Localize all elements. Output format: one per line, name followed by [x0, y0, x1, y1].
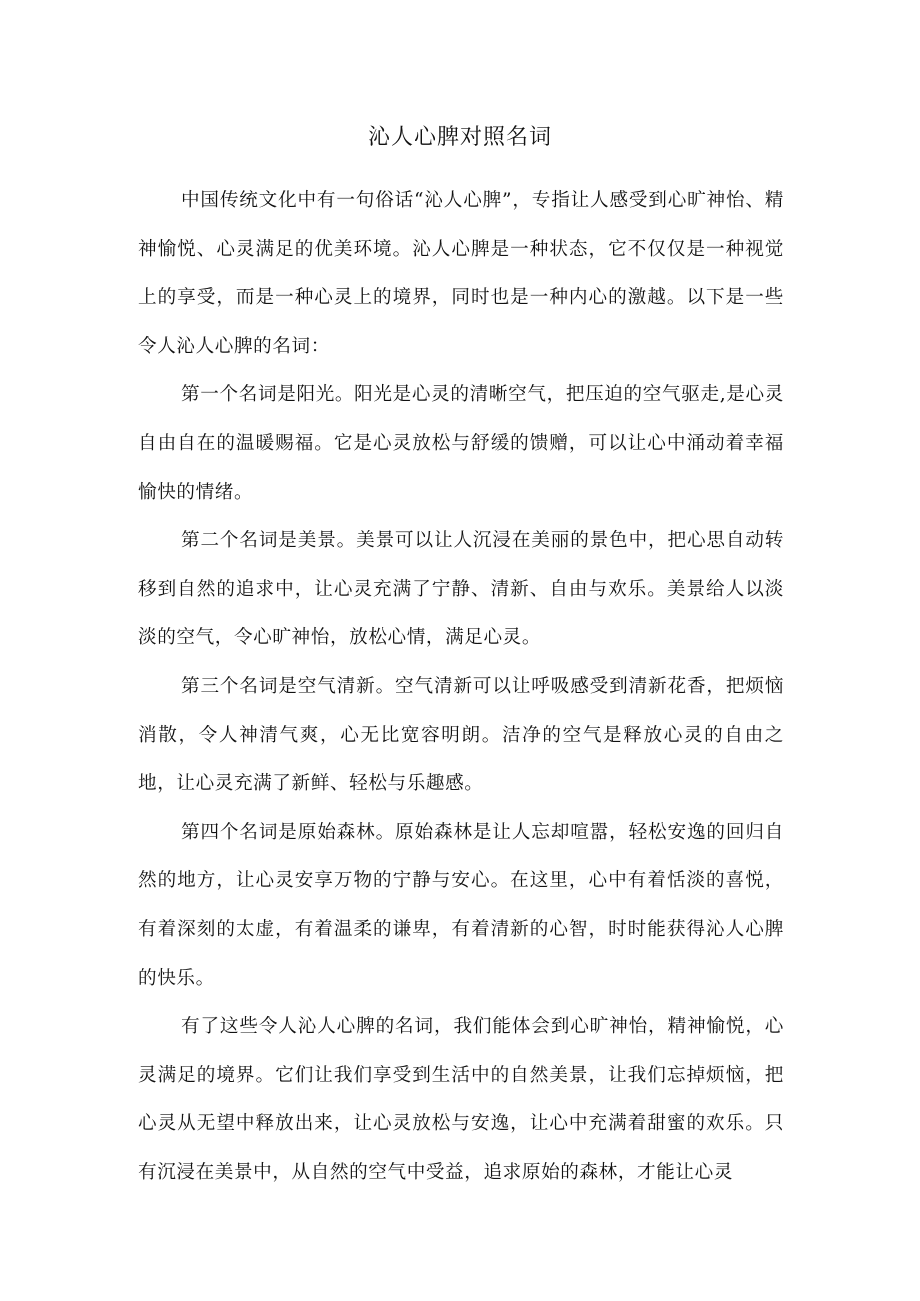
document-title: 沁人心脾对照名词	[367, 125, 552, 150]
paragraph-conclusion: 有了这些令人沁人心脾的名词，我们能体会到心旷神怡，精神愉悦，心灵满足的境界。它们让我们享受到生活中的自然美景，让我们忘掉烦恼，把心灵从无望中释放出来，让心灵放松与安逸，让心中充满着甜蜜的欢乐。只有沉浸在美景中，从自然的空气中受益，追求原始的森林，才能让心灵	[138, 1016, 784, 1183]
paragraph-scenery: 第二个名词是美景。美景可以让人沉浸在美丽的景色中，把心思自动转移到自然的追求中，让心灵充满了宁静、清新、自由与欢乐。美景给人以淡淡的空气，令心旷神怡，放松心情，满足心灵。	[138, 530, 784, 649]
paragraph-sunshine: 第一个名词是阳光。阳光是心灵的清晰空气，把压迫的空气驱走,是心灵自由自在的温暖赐福。它是心灵放松与舒缓的馈赠，可以让心中涌动着幸福愉快的情绪。	[138, 384, 784, 503]
paragraph-fresh-air: 第三个名词是空气清新。空气清新可以让呼吸感受到清新花香，把烦恼消散，令人神清气爽，心无比宽容明朗。洁净的空气是释放心灵的自由之地，让心灵充满了新鲜、轻松与乐趣感。	[138, 675, 784, 795]
paragraph-forest: 第四个名词是原始森林。原始森林是让人忘却喧嚣，轻松安逸的回归自然的地方，让心灵安享万物的宁静与安心。在这里，心中有着恬淡的喜悦，有着深刻的太虚，有着温柔的谦卑，有着清新的心智，时时能获得沁人心脾的快乐。	[138, 821, 784, 989]
document-body	[138, 177, 784, 1197]
paragraph-intro: 中国传统文化中有一句俗话“沁人心脾”，专指让人感受到心旷神怡、精神愉悦、心灵满足的优美环境。沁人心脾是一种状态，它不仅仅是一种视觉上的享受，而是一种心灵上的境界，同时也是一种内心的激越。以下是一些令人沁人心脾的名词：	[138, 190, 784, 357]
